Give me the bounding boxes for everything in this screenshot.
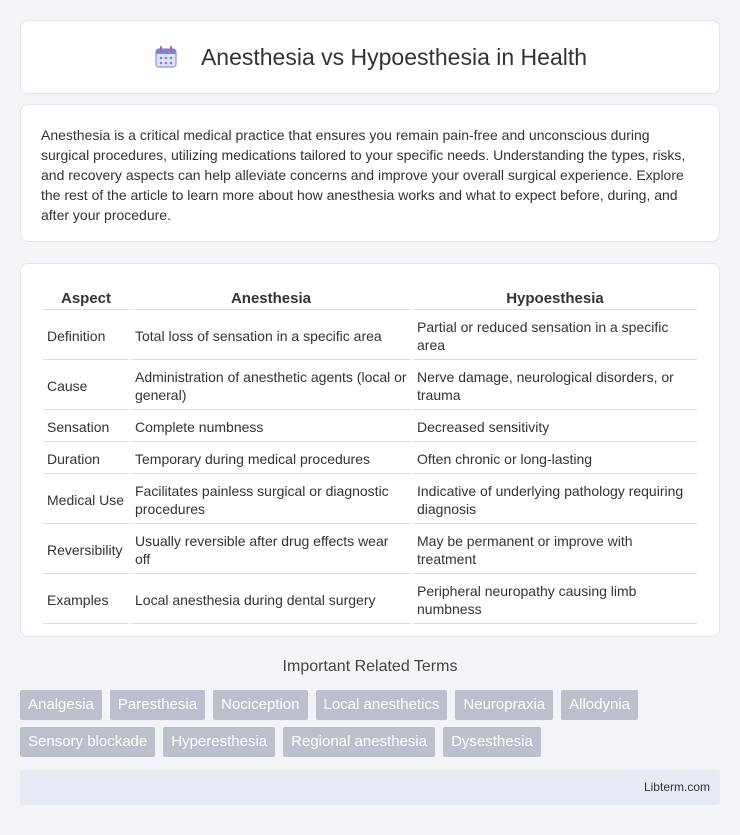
related-term-tag[interactable]: Sensory blockade [20, 727, 155, 757]
title-card [20, 20, 720, 94]
table-cell: Nerve damage, neurological disorders, or trauma [413, 362, 697, 410]
related-term-tag[interactable]: Nociception [213, 690, 307, 720]
related-term-tag[interactable]: Neuropraxia [455, 690, 553, 720]
related-term-tag[interactable]: Allodynia [561, 690, 638, 720]
related-terms-title: Important Related Terms [282, 658, 458, 675]
related-term-tag[interactable]: Regional anesthesia [283, 727, 435, 757]
table-cell: Examples [43, 576, 129, 624]
related-term-tag[interactable]: Hyperesthesia [163, 727, 275, 757]
table-cell: Peripheral neuropathy causing limb numbness [413, 576, 697, 624]
table-cell: Reversibility [43, 526, 129, 574]
intro-text: Anesthesia is a critical medical practice that ensures you remain pain-free and unconscious during surgical procedures, utilizing medications tailored to your specific needs. Understanding the types, risks, and recovery aspects can help alleviate concerns and improve your overall surgical experience. Explore the rest of the article to learn more about how anesthesia works and what to expect before, during, and after your procedure. [41, 127, 686, 223]
table-cell: Usually reversible after drug effects wear off [131, 526, 411, 574]
related-term-tag[interactable]: Analgesia [20, 690, 102, 720]
table-cell: Administration of anesthetic agents (local or general) [131, 362, 411, 410]
table-cell: Often chronic or long-lasting [413, 444, 697, 474]
table-cell: Facilitates painless surgical or diagnostic procedures [131, 476, 411, 524]
table-cell: Sensation [43, 412, 129, 442]
page-title: Anesthesia vs Hypoesthesia in Health [200, 43, 588, 70]
table-cell: Indicative of underlying pathology requiring diagnosis [413, 476, 697, 524]
table-cell: Total loss of sensation in a specific area [131, 312, 411, 360]
table-cell: Complete numbness [131, 412, 411, 442]
calendar-icon [153, 44, 179, 70]
table-cell: May be permanent or improve with treatment [413, 526, 697, 574]
table-row [43, 412, 697, 442]
related-term-tag[interactable]: Dysesthesia [443, 727, 541, 757]
header-aspect: Aspect [43, 288, 129, 310]
comparison-table [41, 286, 699, 626]
table-cell: Local anesthesia during dental surgery [131, 576, 411, 624]
header-hypoesthesia: Hypoesthesia [413, 288, 697, 310]
table-row [43, 526, 697, 574]
related-terms-list [20, 690, 720, 757]
related-term-tag[interactable]: Local anesthetics [316, 690, 448, 720]
comparison-card [20, 263, 720, 637]
table-row [43, 476, 697, 524]
table-row [43, 576, 697, 624]
table-cell: Definition [43, 312, 129, 360]
table-cell: Partial or reduced sensation in a specific area [413, 312, 697, 360]
table-cell: Temporary during medical procedures [131, 444, 411, 474]
footer [20, 770, 720, 805]
table-row [43, 362, 697, 410]
table-cell: Duration [43, 444, 129, 474]
header-anesthesia: Anesthesia [131, 288, 411, 310]
table-row [43, 312, 697, 360]
intro-card [20, 104, 720, 242]
table-row [43, 444, 697, 474]
table-header-row [43, 288, 697, 310]
table-cell: Decreased sensitivity [413, 412, 697, 442]
related-term-tag[interactable]: Paresthesia [110, 690, 205, 720]
footer-brand-link[interactable]: Libterm.com [643, 780, 710, 794]
table-cell: Medical Use [43, 476, 129, 524]
table-cell: Cause [43, 362, 129, 410]
